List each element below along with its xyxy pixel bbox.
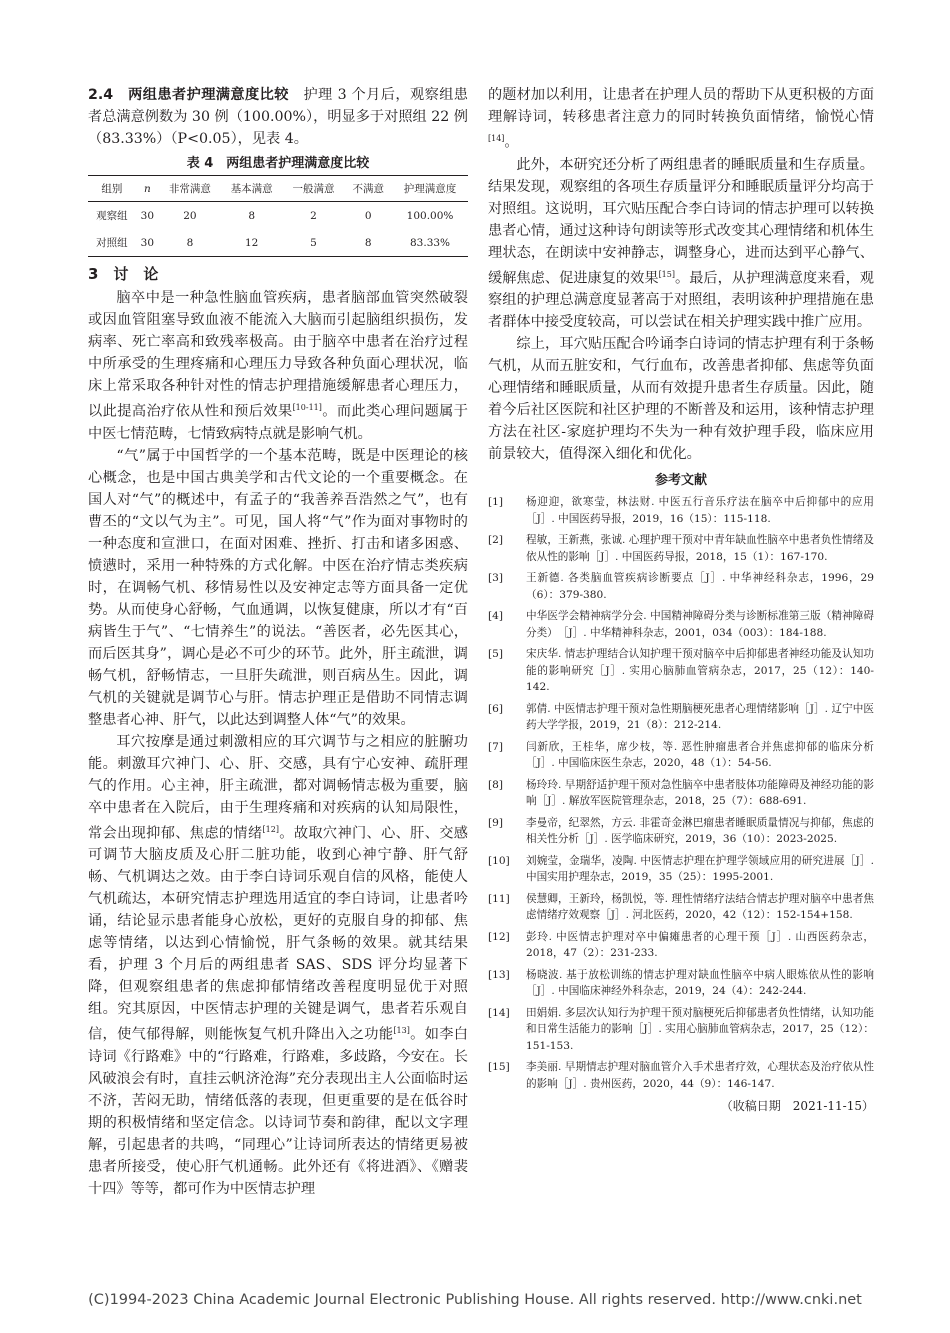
citation: [10-11] <box>292 403 322 412</box>
paragraph-text: 。而此类心理问题属于中医七情范畴，七情致病特点就是影响气机。 <box>88 403 468 442</box>
reference-text: 杨迎迎，欲寒莹，林法财. 中医五行音乐疗法在脑卒中后抑郁中的应用［J］. 中国医药导报，2019，16（15）：115-118. <box>526 496 874 525</box>
paragraph-text: 脑卒中是一种急性脑血管疾病，患者脑部血管突然破裂或因血管阻塞导致血液不能流入大脑而引起脑组织损伤，发病率、死亡率高和致残率极高。由于脑卒中患者在治疗过程中所承受的生理疼痛和心理压力导致各种负面心理状况，临床上常采取各种针对性的情志护理措施缓解患者心理压力，以此提高治疗依从性和预后效果 <box>88 290 468 420</box>
reference-item <box>488 815 874 848</box>
reference-text: 郭倩. 中医情志护理干预对急性期脑梗死患者心理情绪影响［J］. 辽宁中医药大学学报，2019，21（8）：212-214. <box>526 702 874 732</box>
reference-text: 彭玲. 中医情志护理对卒中偏瘫患者的心理干预［J］. 山西医药杂志，2018，47（2）：231-233. <box>526 930 874 960</box>
table-row <box>88 229 468 257</box>
reference-text: 李美丽. 早期情志护理对脑血管介入手术患者疗效，心理状态及治疗依从性的影响［J］. 贵州医药，2020，44（9）：146-147. <box>526 1061 874 1090</box>
table-header-cell: 护理满意度 <box>392 176 468 202</box>
reference-text: 宋庆华. 情志护理结合认知护理干预对脑卒中后抑郁患者神经功能及认知功能的影响研究［J］. 实用心脑肺血管病杂志，2017，25（12）：140-142. <box>526 648 874 694</box>
reference-number: [7] <box>488 740 504 753</box>
reference-text: 侯慧卿，王新玲，杨凯悦，等. 理性情绪疗法结合情志护理对脑卒中患者焦虑情绪疗效观察［J］. 河北医药，2020，42（12）：152-154+158. <box>526 892 874 922</box>
reference-item <box>488 701 874 734</box>
discussion-paragraph-3 <box>88 731 468 1200</box>
reference-item <box>488 739 874 772</box>
reference-item <box>488 1005 874 1055</box>
reference-item <box>488 608 874 641</box>
paragraph-text: 此外，本研究还分析了两组患者的睡眠质量和生存质量。结果发现，观察组的各项生存质量评分和睡眠质量评分均高于对照组。这说明，耳穴贴压配合李白诗词的情志护理可以转换患者心情，通过这种诗句朗读等形式改变其心理情绪和机体生理状态，在朗读中安神静志，调整身心，进而达到平心静气、缓解焦虑、促进康复的效果 <box>488 156 874 287</box>
reference-number: [4] <box>488 610 504 623</box>
references-heading: 参考文献 <box>654 473 707 489</box>
table-header-cell: 一般满意 <box>283 176 345 202</box>
reference-text: 杨晓波. 基于放松训练的情志护理对缺血性脑卒中病人眼炼依从性的影响［J］. 中国临床神经外科杂志，2019，24（4）：242-244. <box>526 968 874 998</box>
conclusion-paragraph: 综上，耳穴贴压配合吟诵李白诗词的情志护理有利于条畅气机，从而五脏安和，气行血布，改善患者抑郁、焦虑等负面心理情绪和睡眠质量，从而有效提升患者生存质量。因此，随着今后社区医院和社区护理的不断普及和运用，该种情志护理方法在社区-家庭护理均不失为一种有效护理手段，临床应用前景较大，值得深入细化和优化。 <box>488 336 874 463</box>
paragraph-text: 。如李白诗词《行路难》中的“行路难，行路难，多歧路，今安在。长风破浪会有时，直挂云帆济沧海”充分表现出主人公面临时运不济，苦闷无助，情绪低落的表现，但更重要的是在低谷时期的积极情绪和坚定信念。以诗词节奏和韵律，配以文字理解，引起患者的共鸣，“同理心”让诗词所表达的情绪更易被患者所接受，使心肝气机通畅。此外还有《将进酒》、《赠裴十四》等等，都可作为中医情志护理 <box>88 1027 468 1198</box>
reference-item <box>488 1059 874 1092</box>
reference-text: 王新德. 各类脑血管疾病诊断要点［J］. 中华神经科杂志，1996，29（6）：379-380. <box>526 572 874 601</box>
reference-number: [8] <box>488 778 504 791</box>
section-2-4-body: 护理 3 个月后，观察组患者总满意例数为 30 例（100.00%），明显多于对照组 22 例（83.33%）（P<0.05），见表 4。 <box>88 87 468 147</box>
reference-item <box>488 570 874 603</box>
reference-number: [2] <box>488 534 504 547</box>
table-header-cell: 非常满意 <box>159 176 221 202</box>
table-cell: 8 <box>159 229 221 257</box>
table-cell: 2 <box>310 209 317 222</box>
table-header-cell: 基本满意 <box>221 176 283 202</box>
reference-number: [14] <box>488 1006 510 1019</box>
reference-text: 程敏，王新燕，张诚. 心理护理干预对中青年缺血性脑卒中患者负性情绪及依从性的影响［J］. 中国医药导报，2018，15（1）：167-170. <box>526 534 874 563</box>
reference-number: [12] <box>488 930 510 943</box>
table-cell: 5 <box>283 229 345 257</box>
table-row <box>88 202 468 230</box>
citation: [13] <box>393 1026 410 1036</box>
reference-item <box>488 967 874 1000</box>
discussion-paragraph-4 <box>488 154 874 334</box>
table-cell: 12 <box>221 229 283 257</box>
reference-number: [13] <box>488 968 510 981</box>
reference-number: [9] <box>488 816 504 829</box>
reference-item <box>488 891 874 924</box>
copyright-footer: (C)1994-2023 China Academic Journal Electronic Publishing House. All rights reserved. http://www.cnki.net <box>88 1292 862 1308</box>
reference-text: 田娟娟. 多层次认知行为护理干预对脑梗死后抑郁患者负性情绪，认知功能和日常生活能力的影响［J］. 实用心脑肺血管病杂志，2017，25（12）：151-153. <box>526 1006 874 1052</box>
reference-text: 李曼帝，纪翠然，方云. 非霍奇金淋巴瘤患者睡眠质量情况与抑郁，焦虑的相关性分析［J］. 医学临床研究，2019，36（10）：2023-2025. <box>526 816 874 846</box>
table-cell: 20 <box>183 209 197 222</box>
table-cell: 83.33% <box>392 229 468 257</box>
table-header-cell: n <box>136 176 159 202</box>
reference-text: 闫新欣，王桂华，席少枝，等. 恶性肿瘤患者合并焦虑抑郁的临床分析［J］. 中国临床医生杂志，2020，48（1）：54-56. <box>526 740 874 770</box>
reference-item <box>488 853 874 886</box>
table-4-caption: 表 4 两组患者护理满意度比较 <box>186 156 370 171</box>
table-cell: 30 <box>140 209 155 222</box>
paragraph-text: 耳穴按摩是通过刺激相应的耳穴调节与之相应的脏腑功能。刺激耳穴神门、心、肝、交感，具有宁心安神、疏肝理气的作用。心主神，肝主疏泄，都对调畅情志极为重要，脑卒中患者在入院后，由于生理疼痛和对疾病的认知局限性，常会出现抑郁、焦虑的情绪 <box>88 733 468 842</box>
table-cell: 观察组 <box>96 210 128 222</box>
table-header-row <box>88 176 468 202</box>
reference-number: [5] <box>488 648 504 661</box>
table-cell: 8 <box>344 229 392 257</box>
paragraph-text: 。故取穴神门、心、肝、交感可调节大脑皮质及心肝二脏功能，收到心神宁静、肝气舒畅、气机调达之效。由于李白诗词乐观自信的风格，能使人气机疏达，本研究情志护理选用适宜的李白诗词，让患者吟诵，结论显示患者能身心放松，更好的克服自身的抑郁、焦虑等情绪，以达到心情愉悦，肝气条畅的效果。就其结果看，护理 3 个月后的两组患者 SAS、SDS 评分均显著下降，但观察组患者的焦虑抑郁情绪改善程度明显优于对照组。究其原因，中医情志护理的关键是调气，患者若乐观自信，使气郁得解，则能恢复气机升降出入之功能 <box>88 825 468 1044</box>
reference-text: 刘婉莹，金瑞华，凌陶. 中医情志护理在护理学领域应用的研究进展［J］. 中国实用护理杂志，2019，35（25）：1995-2001. <box>526 854 874 884</box>
continued-paragraph <box>488 84 874 154</box>
paragraph-text: 的题材加以利用，让患者在护理人员的帮助下从更积极的方面理解诗词，转移患者注意力的同时转换负面情绪，愉悦心情 <box>488 87 874 125</box>
paragraph-text: 。 <box>504 134 519 151</box>
table-cell: 0 <box>364 209 372 222</box>
table-cell: 30 <box>136 229 159 257</box>
left-column <box>88 84 468 1200</box>
table-header-cell: 不满意 <box>344 176 392 202</box>
reference-item <box>488 929 874 962</box>
reference-item <box>488 646 874 696</box>
table-header-cell: 组别 <box>88 176 136 202</box>
reference-number: [3] <box>488 572 504 585</box>
discussion-paragraph-1 <box>88 287 468 445</box>
section-2-4 <box>88 84 468 150</box>
section-3-heading: 3 讨 论 <box>88 265 159 283</box>
reference-list <box>488 494 874 1092</box>
reference-number: [6] <box>488 702 504 715</box>
table-4 <box>88 175 468 257</box>
received-date: （收稿日期 2021-11-15） <box>720 1099 874 1114</box>
reference-number: [15] <box>488 1061 510 1074</box>
discussion-paragraph-2: “气”属于中国哲学的一个基本范畴，既是中医理论的核心概念，也是中国古典美学和古代文论的一个重要概念。在国人对“气”的概述中，有孟子的“我善养吾浩然之气”，也有曹丕的“文以气为主”。可见，国人将“气”作为面对事物时的一种态度和宣泄口，在面对困难、挫折、打击和诸多困惑、愤懑时，采用一种特殊的方式化解。中医在治疗情志类疾病时，在调畅气机、移情易性以及安神定志等方面具备一定优势。从而使身心舒畅，气血通调，以恢复健康，所以才有“百病皆生于气”、“七情养生”的说法。“善医者，必先医其心，而后医其身”，调心是必不可少的环节。此外，肝主疏泄，调畅气机，舒畅情志，一旦肝失疏泄，则百病丛生。因此，调气机的关键就是调节心与肝。情志护理正是借助不同情志调整患者心神、肝气，以此达到调整人体“气”的效果。 <box>88 447 468 728</box>
reference-text: 杨玲玲. 早期舒适护理干预对急性脑卒中患者肢体功能障碍及神经功能的影响［J］. 解放军医院管理杂志，2018，25（7）：688-691. <box>526 778 874 808</box>
reference-number: [1] <box>488 496 504 509</box>
reference-item <box>488 532 874 565</box>
citation: [15] <box>658 269 675 279</box>
citation: [14] <box>488 134 505 143</box>
reference-item <box>488 494 874 527</box>
table-cell: 100.00% <box>406 209 454 222</box>
reference-number: [11] <box>488 892 510 905</box>
paragraph-text: 。最后，从护理满意度来看，观察组的护理总满意度显著高于对照组，表明该种护理措施在患者群体中接受度较高，可以尝试在相关护理实践中推广应用。 <box>488 270 874 331</box>
table-cell: 对照组 <box>88 229 136 257</box>
table-cell: 8 <box>248 209 256 222</box>
reference-number: [10] <box>488 854 510 867</box>
right-column <box>488 84 874 1114</box>
reference-item <box>488 777 874 810</box>
section-2-4-heading: 2.4 两组患者护理满意度比较 <box>88 87 289 103</box>
reference-text: 中华医学会精神病学分会. 中国精神障碍分类与诊断标准第三版（精神障碍分类） ［J］. 中华精神科杂志，2001，034（003）：184-188. <box>526 610 874 639</box>
citation: [12] <box>262 824 279 834</box>
